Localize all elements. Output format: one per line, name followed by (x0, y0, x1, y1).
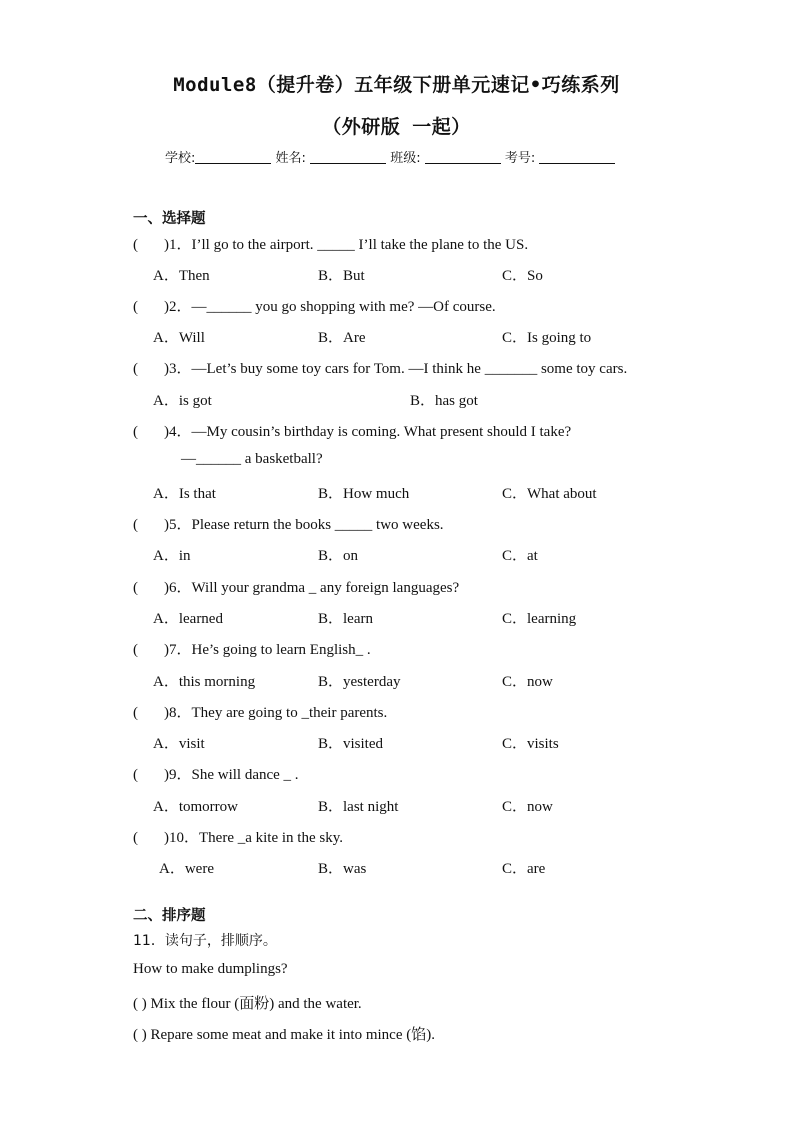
section1-heading: 一、选择题 (133, 211, 206, 227)
q9-option-c[interactable]: C．now (502, 799, 553, 815)
q4-answer-line: —______ a basketball? (181, 451, 323, 467)
q8-option-b[interactable]: B．visited (318, 736, 384, 752)
school-label: 学校: (165, 151, 196, 166)
name-label: 姓名: (275, 151, 306, 166)
question-9: ( )9．She will dance _ . (133, 767, 299, 783)
q5-option-b[interactable]: B．on (318, 548, 359, 564)
q2-option-a[interactable]: A．Will (153, 330, 205, 346)
exam-number-label: 考号: (504, 151, 536, 166)
question-4: ( )4．—My cousin’s birthday is coming. What present should I take? (133, 424, 572, 440)
q5-option-a[interactable]: A．in (153, 548, 191, 564)
q10-option-a[interactable]: A．were (159, 861, 214, 877)
q7-option-b[interactable]: B．yesterday (318, 674, 401, 690)
question-11: 11．读句子，排顺序。 (133, 933, 277, 949)
info-row (165, 147, 615, 166)
name-field[interactable] (310, 151, 386, 164)
title-line1: Module8（提升卷）五年级下册单元速记•巧练系列 (173, 74, 620, 96)
q9-option-a[interactable]: A．tomorrow (153, 799, 238, 815)
school-field[interactable] (195, 151, 271, 164)
q7-option-c[interactable]: C．now (502, 674, 553, 690)
q7-option-a[interactable]: A．this morning (153, 674, 256, 690)
q1-option-c[interactable]: C．So (502, 268, 543, 284)
q6-option-c[interactable]: C．learning (502, 611, 577, 627)
q10-option-c[interactable]: C．are (502, 861, 546, 877)
exam-number-field[interactable] (539, 151, 615, 164)
subtitle: How to make dumplings? (133, 961, 288, 977)
q8-option-c[interactable]: C．visits (502, 736, 559, 752)
q6-option-b[interactable]: B．learn (318, 611, 373, 627)
question-10: ( )10．There _a kite in the sky. (133, 830, 343, 846)
q6-option-a[interactable]: A．learned (153, 611, 223, 627)
question-8: ( )8．They are going to _their parents. (133, 705, 388, 721)
q3-option-a[interactable]: A．is got (153, 393, 212, 409)
question-6: ( )6．Will your grandma _ any foreign languages? (133, 580, 460, 596)
question-2: ( )2．—______ you go shopping with me? —Of course. (133, 299, 496, 315)
q8-option-a[interactable]: A．visit (153, 736, 205, 752)
q4-option-c[interactable]: C．What about (502, 486, 597, 502)
question-7: ( )7．He’s going to learn English_ . (133, 642, 371, 658)
q2-option-c[interactable]: C．Is going to (502, 330, 592, 346)
question-3: ( )3．—Let’s buy some toy cars for Tom. —I think he _______ some toy cars. (133, 361, 628, 377)
q4-option-a[interactable]: A．Is that (153, 486, 216, 502)
q1-option-b[interactable]: B．But (318, 268, 365, 284)
q1-option-a[interactable]: A．Then (153, 268, 210, 284)
order-line-1: ( ) Mix the flour (面粉) and the water. (133, 996, 362, 1012)
q2-option-b[interactable]: B．Are (318, 330, 366, 346)
title-line2: （外研版 一起） (322, 116, 471, 138)
question-1: ( )1．I’ll go to the airport. _____ I’ll take the plane to the US. (133, 237, 529, 253)
question-5: ( )5．Please return the books _____ two weeks. (133, 517, 444, 533)
q4-option-b[interactable]: B．How much (318, 486, 410, 502)
q3-option-b[interactable]: B．has got (410, 393, 478, 409)
q9-option-b[interactable]: B．last night (318, 799, 399, 815)
order-line-2: ( ) Repare some meat and make it into mince (馅). (133, 1027, 435, 1043)
q10-option-b[interactable]: B．was (318, 861, 367, 877)
class-label: 班级: (390, 151, 421, 166)
q5-option-c[interactable]: C．at (502, 548, 538, 564)
class-field[interactable] (425, 151, 501, 164)
section2-heading: 二、排序题 (133, 908, 206, 924)
